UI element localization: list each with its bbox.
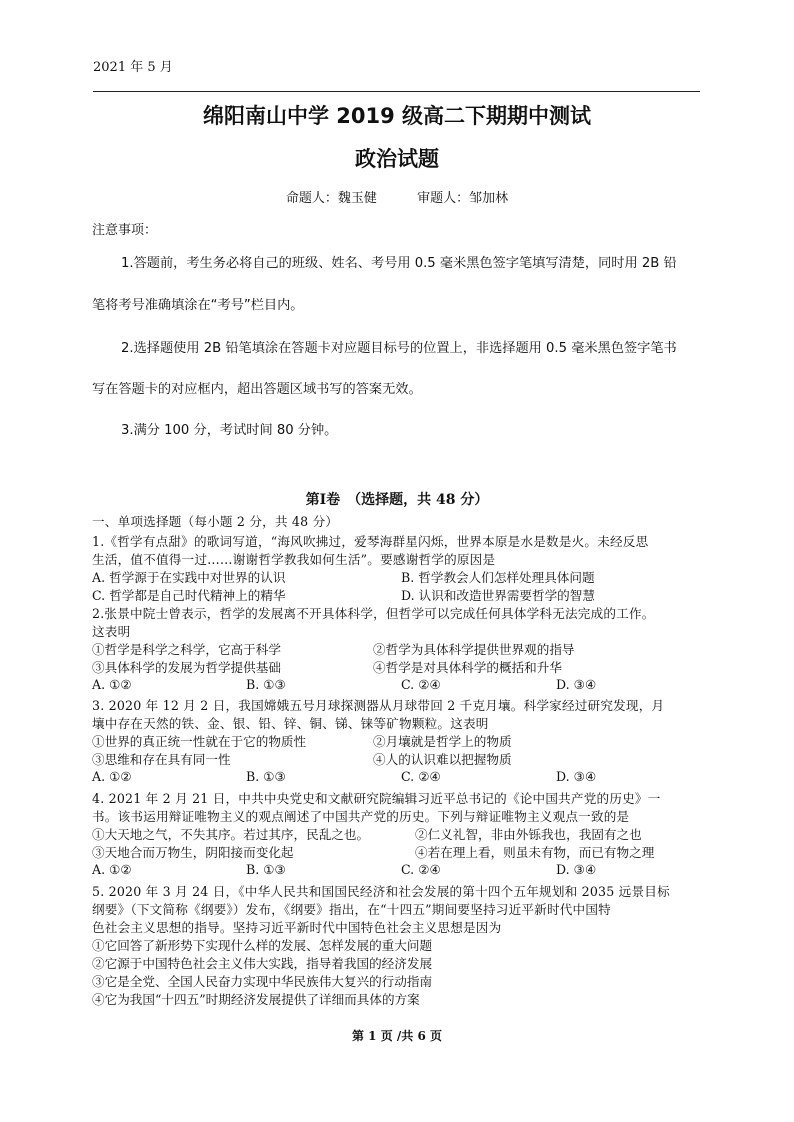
q2-option-a: A. ①②	[92, 677, 132, 692]
q4-stem-line-2: 书。该书运用辩证唯物主义的观点阐述了中国共产党的历史。下列与辩证唯物主义观点一致的是	[92, 809, 630, 824]
q3-statement-2: ②月壤就是哲学上的物质	[373, 734, 512, 749]
q5-stem-line-3: 色社会主义思想的指导。坚持习近平新时代中国特色社会主义思想是因为	[92, 920, 502, 935]
q2-option-b: B. ①③	[246, 677, 286, 692]
q4-stem-line-1: 4. 2021 年 2 月 21 日，中共中央党史和文献研究院编辑习近平总书记的《论中国共产党的历史》一	[92, 791, 661, 806]
q5-stem-line-1: 5. 2020 年 3 月 24 日，《中华人民共和国国民经济和社会发展的第十四个五年规划和 2035 远景目标	[92, 884, 670, 899]
q2-stem-line-1: 2.张景中院士曾表示，哲学的发展离不开具体科学，但哲学可以完成任何具体学科无法完成的工作。	[92, 606, 655, 621]
q5-statement-1: ①它回答了新形势下实现什么样的发展、怎样发展的重大问题	[92, 938, 433, 953]
q3-option-d: D. ③④	[556, 769, 597, 784]
q3-stem-line-1: 3. 2020 年 12 月 2 日，我国嫦娥五号月球探测器从月球带回 2 千克月壤。科学家经过研究发现，月	[92, 698, 665, 713]
q4-option-b: B. ①③	[246, 862, 286, 877]
exam-date: 2021 年 5 月	[93, 60, 173, 75]
reviewer: 审题人：邹加林	[417, 191, 509, 206]
part-heading: 一、单项选择题（每小题 2 分，共 48 分）	[92, 514, 339, 529]
q5-statement-4: ④它为我国“十四五”时期经济发展提供了详细而具体的方案	[92, 992, 420, 1007]
q5-statement-3: ③它是全党、全国人民奋力实现中华民族伟大复兴的行动指南	[92, 974, 433, 989]
notice-heading: 注意事项：	[92, 223, 158, 238]
q3-option-a: A. ①②	[92, 769, 132, 784]
q4-statement-3: ③天地合而万物生，阴阳接而变化起	[92, 845, 294, 860]
notice-item-2-line-1: 2.选择题使用 2B 铅笔填涂在答题卡对应题目标号的位置上，非选择题用 0.5 毫米黑色签字笔书	[121, 341, 677, 356]
header-rule	[93, 91, 700, 92]
q2-statement-2: ②哲学为具体科学提供世界观的指导	[373, 642, 575, 657]
q2-stem-line-2: 这表明	[92, 624, 131, 639]
q4-statement-4: ④若在理上看，则虽未有物，而已有物之理	[415, 845, 655, 860]
notice-item-1-line-1: 1.答题前，考生务必将自己的班级、姓名、考号用 0.5 毫米黑色签字笔填写清楚，同时用 2B 铅	[121, 256, 677, 271]
q3-option-b: B. ①③	[246, 769, 286, 784]
authors-line	[0, 187, 794, 206]
q2-statement-3: ③具体科学的发展为哲学提供基础	[92, 660, 281, 675]
subject-title: 政治试题	[355, 147, 439, 171]
q2-statement-1: ①哲学是科学之科学，它高于科学	[92, 642, 281, 657]
q1-option-b: B. 哲学教会人们怎样处理具体问题	[401, 570, 595, 585]
q1-stem-line-2: 生活，值不值得一过……谢谢哲学教我如何生活”。要感谢哲学的原因是	[92, 552, 496, 567]
exam-title: 绵阳南山中学 2019 级高二下期期中测试	[202, 104, 592, 128]
q4-option-d: D. ③④	[556, 862, 597, 877]
q3-option-c: C. ②④	[401, 769, 441, 784]
notice-item-2-line-2: 写在答题卡的对应框内，超出答题区域书写的答案无效。	[92, 382, 422, 397]
notice-item-3: 3.满分 100 分，考试时间 80 分钟。	[121, 423, 338, 438]
q4-statement-1: ①大天地之气，不失其序。若过其序，民乱之也。	[92, 827, 370, 842]
q3-statement-3: ③思维和存在具有同一性	[92, 752, 231, 767]
q3-statement-1: ①世界的真正统一性就在于它的物质性	[92, 734, 307, 749]
q1-stem-line-1: 1.《哲学有点甜》的歌词写道，“海风吹拂过，爱琴海群星闪烁，世界本原是水是数是火。未经反思	[92, 534, 649, 549]
q3-stem-line-2: 壤中存在天然的铁、金、银、铅、锌、铜、锑、铼等矿物颗粒。这表明	[92, 716, 489, 731]
q1-option-a: A. 哲学源于在实践中对世界的认识	[92, 570, 286, 585]
q2-option-d: D. ③④	[556, 677, 597, 692]
setter: 命题人：魏玉健	[285, 191, 377, 206]
q4-option-a: A. ①②	[92, 862, 132, 877]
q2-statement-4: ④哲学是对具体科学的概括和升华	[373, 660, 562, 675]
q5-stem-line-2: 纲要》（下文简称《纲要》）发布，《纲要》指出，在“十四五”期间要坚持习近平新时代中国特	[92, 902, 611, 917]
section-heading: 第Ⅰ卷 （选择题，共 48 分）	[305, 492, 489, 508]
notice-item-1-line-2: 笔将考号准确填涂在“考号”栏目内。	[92, 298, 304, 313]
q2-option-c: C. ②④	[401, 677, 441, 692]
q4-statement-2: ②仁义礼智，非由外铄我也，我固有之也	[415, 827, 642, 842]
q1-option-d: D. 认识和改造世界需要哲学的智慧	[401, 588, 595, 603]
page-number: 第 1 页 /共 6 页	[352, 1029, 442, 1043]
q4-option-c: C. ②④	[401, 862, 441, 877]
q1-option-c: C. 哲学都是自己时代精神上的精华	[92, 588, 286, 603]
q3-statement-4: ④人的认识难以把握物质	[373, 752, 512, 767]
q5-statement-2: ②它源于中国特色社会主义伟大实践，指导着我国的经济发展	[92, 956, 433, 971]
